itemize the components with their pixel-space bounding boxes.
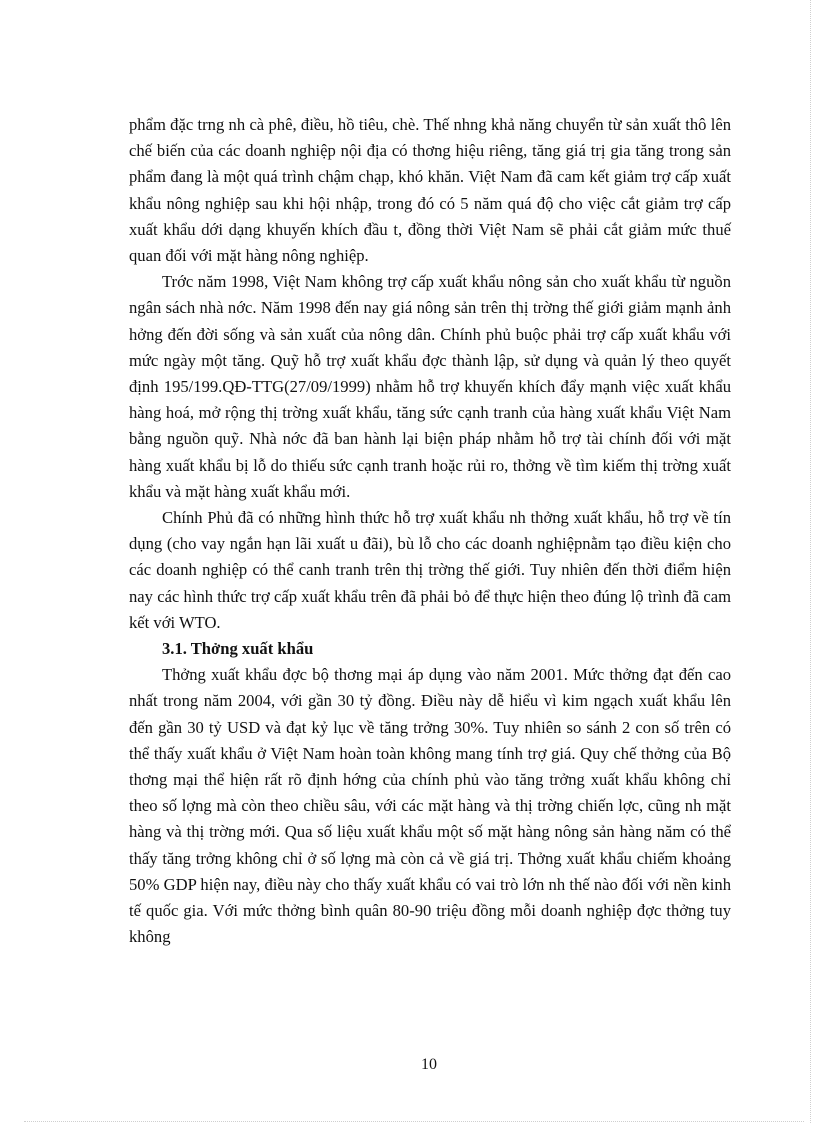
- paragraph-2: Trớc năm 1998, Việt Nam không trợ cấp xuất khẩu nông sản cho xuất khẩu từ nguồn ngân sách nhà nớc. Năm 1998 đến nay giá nông sản trên thị trờng thế giới giảm mạnh ảnh hởng đến đời sống và sản xuất của nông dân. Chính phủ buộc phải trợ cấp xuất khẩu với mức ngày một tăng. Quỹ hỗ trợ xuất khẩu đợc thành lập, sử dụng và quản lý theo quyết định 195/199.QĐ-TTG(27/09/1999) nhằm hỗ trợ khuyến khích đẩy mạnh việc xuất khẩu hàng hoá, mở rộng thị trờng xuất khẩu, tăng sức cạnh tranh của hàng xuất khẩu Việt Nam bằng nguồn quỹ. Nhà nớc đã ban hành lại biện pháp nhằm hỗ trợ tài chính đối với mặt hàng xuất khẩu bị lỗ do thiếu sức cạnh tranh hoặc rủi ro, thởng về tìm kiếm thị trờng xuất khẩu và mặt hàng xuất khẩu mới.: [129, 272, 731, 501]
- document-body: [129, 112, 731, 951]
- paragraph-4: Thởng xuất khẩu đợc bộ thơng mại áp dụng vào năm 2001. Mức thởng đạt đến cao nhất trong năm 2004, với gần 30 tỷ đồng. Điều này dễ hiểu vì kim ngạch xuất khẩu lên đến gần 30 tỷ USD và đạt kỷ lục về tăng trởng 30%. Tuy nhiên so sánh 2 con số trên có thể thấy xuất khẩu ở Việt Nam hoàn toàn không mang tính trợ giá. Quy chế thởng của Bộ thơng mại thể hiện rất rõ định hớng của chính phủ vào tăng trởng xuất khẩu không chỉ theo số lợng mà còn theo chiều sâu, với các mặt hàng và thị trờng chiến lợc, cũng nh mặt hàng và thị trờng mới. Qua số liệu xuất khẩu một số mặt hàng nông sản hàng năm có thể thấy tăng trởng không chỉ ở số lợng mà còn cả về giá trị. Thởng xuất khẩu chiếm khoảng 50% GDP hiện nay, điều này cho thấy xuất khẩu có vai trò lớn nh thế nào đối với nền kinh tế quốc gia. Với mức thởng bình quân 80-90 triệu đồng mỗi doanh nghiệp đợc thởng tuy không: [129, 665, 731, 947]
- paragraph-3: Chính Phủ đã có những hình thức hỗ trợ xuất khẩu nh thởng xuất khẩu, hỗ trợ về tín dụng (cho vay ngắn hạn lãi xuất u đãi), bù lỗ cho các doanh nghiệpnằm tạo điều kiện cho các doanh nghiệp có thể canh tranh trên thị trờng thế giới. Tuy nhiên đến thời điểm hiện nay các hình thức trợ cấp xuất khẩu trên đã phải bỏ để thực hiện theo đúng lộ trình đã cam kết với WTO.: [129, 508, 731, 632]
- paragraph-1: phẩm đặc trng nh cà phê, điều, hồ tiêu, chè. Thế nhng khả năng chuyển từ sản xuất thô lên chế biến của các doanh nghiệp nội địa có thơng hiệu riêng, tăng giá trị gia tăng trong sản phẩm đang là một quá trình chậm chạp, khó khăn. Việt Nam đã cam kết giảm trợ cấp xuất khẩu nông nghiệp sau khi hội nhập, trong đó có 5 năm quá độ cho việc cắt giảm trợ cấp xuất khẩu dới dạng khuyến khích đầu t, đồng thời Việt Nam sẽ phải cắt giảm mức thuế quan đối với mặt hàng nông nghiệp.: [129, 115, 731, 266]
- page-bottom-edge: [24, 1121, 804, 1122]
- section-heading: 3.1. Thởng xuất khẩu: [162, 639, 314, 659]
- page-number: 10: [421, 1056, 437, 1073]
- page-right-edge: [810, 0, 811, 1123]
